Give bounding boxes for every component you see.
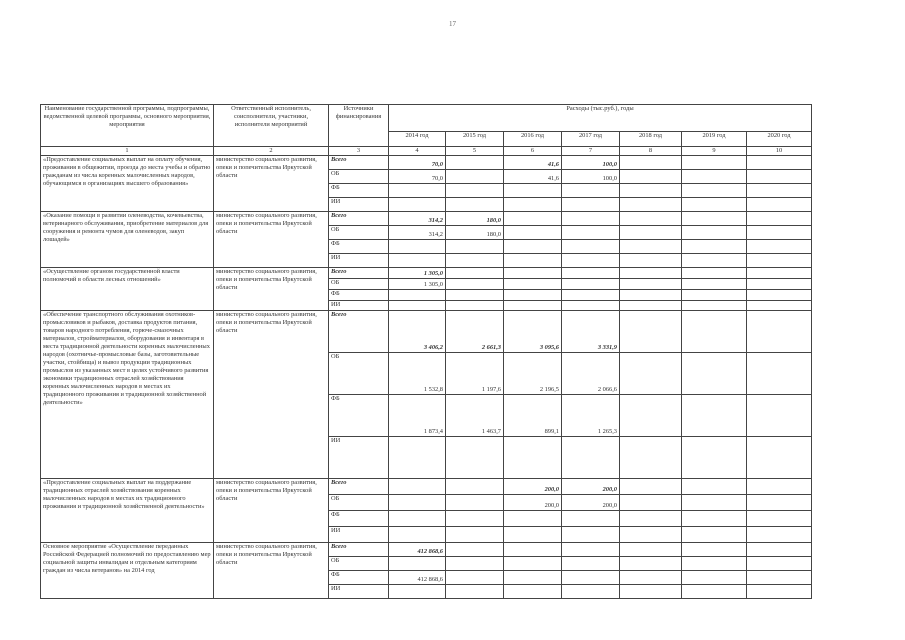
amount-cell: [504, 527, 562, 543]
amount-cell: [446, 198, 504, 212]
amount-cell: [620, 240, 682, 254]
amount-cell: [446, 170, 504, 184]
column-number: 7: [562, 147, 620, 156]
column-number: 2: [214, 147, 329, 156]
table-row: [41, 156, 812, 170]
amount-cell: [682, 279, 747, 290]
amount-cell: [682, 156, 747, 170]
header-year: 2020 год: [747, 132, 812, 147]
funding-source: ОБ: [329, 170, 389, 184]
amount-cell: 3 406,2: [389, 311, 446, 353]
amount-cell: 200,0: [504, 479, 562, 495]
amount-cell: [682, 585, 747, 599]
amount-cell: 2 661,3: [446, 311, 504, 353]
amount-cell: [446, 301, 504, 311]
amount-cell: [620, 543, 682, 557]
header-responsible: Ответственный исполнитель, соисполнители, участники, исполнители мероприятий: [214, 105, 329, 147]
amount-cell: [620, 571, 682, 585]
amount-cell: 899,1: [504, 395, 562, 437]
amount-cell: [620, 279, 682, 290]
amount-cell: [446, 585, 504, 599]
amount-cell: [562, 543, 620, 557]
amount-cell: [562, 585, 620, 599]
amount-cell: [682, 301, 747, 311]
amount-cell: [504, 290, 562, 301]
amount-cell: [620, 170, 682, 184]
amount-cell: [620, 311, 682, 353]
column-number: 6: [504, 147, 562, 156]
funding-source: ФБ: [329, 571, 389, 585]
amount-cell: [620, 353, 682, 395]
amount-cell: [747, 290, 812, 301]
amount-cell: [682, 311, 747, 353]
funding-source: ОБ: [329, 226, 389, 240]
table-row: [41, 543, 812, 557]
amount-cell: [682, 212, 747, 226]
amount-cell: [682, 557, 747, 571]
amount-cell: [562, 557, 620, 571]
amount-cell: [446, 495, 504, 511]
amount-cell: [747, 543, 812, 557]
amount-cell: [389, 290, 446, 301]
amount-cell: [747, 156, 812, 170]
amount-cell: [504, 240, 562, 254]
amount-cell: [562, 301, 620, 311]
amount-cell: [682, 395, 747, 437]
amount-cell: [747, 395, 812, 437]
amount-cell: 1 265,3: [562, 395, 620, 437]
amount-cell: [562, 198, 620, 212]
amount-cell: 200,0: [562, 495, 620, 511]
amount-cell: [389, 437, 446, 479]
amount-cell: 1 197,6: [446, 353, 504, 395]
amount-cell: 1 305,0: [389, 279, 446, 290]
column-number: 9: [682, 147, 747, 156]
amount-cell: [747, 479, 812, 495]
amount-cell: [446, 254, 504, 268]
amount-cell: [446, 511, 504, 527]
amount-cell: [562, 268, 620, 279]
amount-cell: [504, 511, 562, 527]
column-number: 4: [389, 147, 446, 156]
amount-cell: [747, 495, 812, 511]
amount-cell: [620, 268, 682, 279]
amount-cell: [682, 511, 747, 527]
column-number: 3: [329, 147, 389, 156]
amount-cell: 1 463,7: [446, 395, 504, 437]
funding-source: Всего: [329, 543, 389, 557]
amount-cell: [446, 479, 504, 495]
amount-cell: [562, 184, 620, 198]
table-row: [41, 212, 812, 226]
amount-cell: [562, 571, 620, 585]
amount-cell: [504, 585, 562, 599]
amount-cell: [682, 437, 747, 479]
amount-cell: [389, 301, 446, 311]
amount-cell: [682, 226, 747, 240]
amount-cell: [682, 353, 747, 395]
amount-cell: [562, 212, 620, 226]
funding-source: ИИ: [329, 437, 389, 479]
funding-source: ОБ: [329, 353, 389, 395]
page-number: 17: [449, 20, 456, 28]
amount-cell: [446, 557, 504, 571]
amount-cell: [682, 571, 747, 585]
amount-cell: 314,2: [389, 226, 446, 240]
amount-cell: [504, 301, 562, 311]
amount-cell: 412 868,6: [389, 543, 446, 557]
amount-cell: [620, 557, 682, 571]
funding-source: Всего: [329, 479, 389, 495]
amount-cell: [747, 184, 812, 198]
amount-cell: [389, 184, 446, 198]
header-expenses: Расходы (тыс.руб.), годы: [389, 105, 812, 132]
funding-source: Всего: [329, 156, 389, 170]
amount-cell: [389, 527, 446, 543]
column-number: 10: [747, 147, 812, 156]
amount-cell: 180,0: [446, 212, 504, 226]
amount-cell: 200,0: [504, 495, 562, 511]
amount-cell: 41,6: [504, 170, 562, 184]
header-source: Источники финансирования: [329, 105, 389, 147]
amount-cell: [620, 184, 682, 198]
amount-cell: [562, 527, 620, 543]
amount-cell: [562, 240, 620, 254]
funding-source: ФБ: [329, 290, 389, 301]
amount-cell: [682, 240, 747, 254]
amount-cell: [504, 268, 562, 279]
amount-cell: [620, 254, 682, 268]
amount-cell: [446, 156, 504, 170]
amount-cell: [389, 495, 446, 511]
amount-cell: [682, 543, 747, 557]
amount-cell: [747, 268, 812, 279]
column-number: 8: [620, 147, 682, 156]
header-year: 2017 год: [562, 132, 620, 147]
responsible-executor: министерство социального развития, опеки и попечительства Иркутской области: [214, 268, 329, 311]
amount-cell: [682, 268, 747, 279]
funding-source: ОБ: [329, 495, 389, 511]
funding-source: ОБ: [329, 279, 389, 290]
amount-cell: [504, 184, 562, 198]
amount-cell: [504, 279, 562, 290]
funding-source: ИИ: [329, 585, 389, 599]
amount-cell: 314,2: [389, 212, 446, 226]
amount-cell: [620, 212, 682, 226]
amount-cell: [747, 279, 812, 290]
amount-cell: [446, 290, 504, 301]
amount-cell: [562, 437, 620, 479]
amount-cell: 100,0: [562, 156, 620, 170]
responsible-executor: министерство социального развития, опеки и попечительства Иркутской области: [214, 311, 329, 479]
amount-cell: [389, 198, 446, 212]
amount-cell: [504, 543, 562, 557]
amount-cell: [389, 557, 446, 571]
amount-cell: 41,6: [504, 156, 562, 170]
activity-name: «Предоставление социальных выплат на поддержание традиционных отраслей хозяйствования коренных малочисленных народов в местах их традиционного проживания и традиционной хозяйственной деятельности»: [41, 479, 214, 543]
amount-cell: [620, 290, 682, 301]
amount-cell: [562, 279, 620, 290]
header-year: 2015 год: [446, 132, 504, 147]
amount-cell: [747, 511, 812, 527]
amount-cell: 1 532,8: [389, 353, 446, 395]
table-body: [41, 105, 812, 599]
activity-name: «Предоставление социальных выплат на оплату обучения, проживания в общежитии, проезда до места учебы и обратно гражданам из числа коренных малочисленных народов, обучающимся в организациях высшего образования»: [41, 156, 214, 212]
amount-cell: [504, 212, 562, 226]
amount-cell: [682, 254, 747, 268]
amount-cell: [620, 511, 682, 527]
amount-cell: [747, 198, 812, 212]
amount-cell: [446, 571, 504, 585]
amount-cell: [747, 170, 812, 184]
amount-cell: [682, 495, 747, 511]
amount-cell: [747, 527, 812, 543]
funding-source: ФБ: [329, 184, 389, 198]
amount-cell: [682, 198, 747, 212]
amount-cell: 1 305,0: [389, 268, 446, 279]
amount-cell: [620, 156, 682, 170]
amount-cell: [504, 437, 562, 479]
amount-cell: [446, 543, 504, 557]
budget-table: [40, 104, 812, 599]
activity-name: «Осуществление органом государственной власти полномочий в области лесных отношений»: [41, 268, 214, 311]
amount-cell: [620, 527, 682, 543]
amount-cell: [620, 226, 682, 240]
column-number: 1: [41, 147, 214, 156]
responsible-executor: министерство социального развития, опеки и попечительства Иркутской области: [214, 212, 329, 268]
amount-cell: [446, 527, 504, 543]
responsible-executor: министерство социального развития, опеки и попечительства Иркутской области: [214, 479, 329, 543]
amount-cell: [620, 585, 682, 599]
activity-name: Основное мероприятие «Осуществление переданных Российской Федерацией полномочий по предоставлению мер социальной защиты инвалидам и отдельным категориям граждан из числа ветеранов» на 2014 год: [41, 543, 214, 599]
amount-cell: [504, 198, 562, 212]
amount-cell: [682, 479, 747, 495]
amount-cell: [747, 254, 812, 268]
amount-cell: [620, 395, 682, 437]
amount-cell: [562, 226, 620, 240]
amount-cell: [504, 254, 562, 268]
amount-cell: [747, 353, 812, 395]
amount-cell: [747, 301, 812, 311]
amount-cell: [682, 527, 747, 543]
amount-cell: [620, 437, 682, 479]
amount-cell: [389, 254, 446, 268]
amount-cell: [389, 511, 446, 527]
amount-cell: 2 066,6: [562, 353, 620, 395]
amount-cell: [504, 557, 562, 571]
funding-source: ИИ: [329, 527, 389, 543]
funding-source: ФБ: [329, 511, 389, 527]
amount-cell: [620, 479, 682, 495]
header-year: 2019 год: [682, 132, 747, 147]
amount-cell: [682, 290, 747, 301]
amount-cell: 180,0: [446, 226, 504, 240]
amount-cell: [747, 212, 812, 226]
funding-source: Всего: [329, 212, 389, 226]
amount-cell: [747, 557, 812, 571]
amount-cell: [562, 254, 620, 268]
funding-source: Всего: [329, 268, 389, 279]
amount-cell: [446, 437, 504, 479]
funding-source: ИИ: [329, 198, 389, 212]
amount-cell: [389, 240, 446, 254]
funding-source: ИИ: [329, 254, 389, 268]
column-number: 5: [446, 147, 504, 156]
amount-cell: [389, 585, 446, 599]
amount-cell: [389, 479, 446, 495]
table-row: [41, 268, 812, 279]
activity-name: «Оказание помощи в развитии оленеводства, кочевьевства, ветеринарного обслуживания, приобретение материалов для сооружения и ремонта чумов для оленеводов, закуп лошадей»: [41, 212, 214, 268]
header-year: 2016 год: [504, 132, 562, 147]
amount-cell: 3 095,6: [504, 311, 562, 353]
responsible-executor: министерство социального развития, опеки и попечительства Иркутской области: [214, 156, 329, 212]
amount-cell: [446, 279, 504, 290]
amount-cell: [620, 495, 682, 511]
amount-cell: [446, 268, 504, 279]
funding-source: ИИ: [329, 301, 389, 311]
amount-cell: [446, 240, 504, 254]
amount-cell: 2 196,5: [504, 353, 562, 395]
amount-cell: 200,0: [562, 479, 620, 495]
amount-cell: 70,0: [389, 156, 446, 170]
amount-cell: 3 331,9: [562, 311, 620, 353]
header-year: 2018 год: [620, 132, 682, 147]
amount-cell: [620, 301, 682, 311]
amount-cell: 1 873,4: [389, 395, 446, 437]
funding-source: ФБ: [329, 240, 389, 254]
amount-cell: [620, 198, 682, 212]
amount-cell: 100,0: [562, 170, 620, 184]
amount-cell: [682, 170, 747, 184]
header-name: Наименование государственной программы, подпрограммы, ведомственной целевой программы, основного мероприятия, мероприятия: [41, 105, 214, 147]
table-row: [41, 479, 812, 495]
amount-cell: [747, 226, 812, 240]
amount-cell: [747, 437, 812, 479]
amount-cell: [747, 311, 812, 353]
responsible-executor: министерство социального развития, опеки и попечительства Иркутской области: [214, 543, 329, 599]
amount-cell: [747, 240, 812, 254]
amount-cell: [562, 511, 620, 527]
funding-source: ОБ: [329, 557, 389, 571]
amount-cell: 412 868,6: [389, 571, 446, 585]
amount-cell: [446, 184, 504, 198]
activity-name: «Обеспечение транспортного обслуживания охотников-промысловиков и рыбаков, доставка продуктов питания, товаров народного потребления, горюче-смазочных материалов, стройматериалов, оборудования и инвентаря в места традиционной деятельности коренных малочисленных народов (охотничье-промысловые базы, заготовительные участки, стойбища) и вывоз продукции традиционных промыслов из указанных мест в целях устойчивого развития экономики традиционных отраслей хозяйствования коренных малочисленных народов в местах их традиционного проживания и традиционной хозяйственной деятельности»: [41, 311, 214, 479]
amount-cell: [747, 571, 812, 585]
header-year: 2014 год: [389, 132, 446, 147]
amount-cell: 70,0: [389, 170, 446, 184]
amount-cell: [682, 184, 747, 198]
amount-cell: [747, 585, 812, 599]
funding-source: ФБ: [329, 395, 389, 437]
amount-cell: [504, 226, 562, 240]
amount-cell: [562, 290, 620, 301]
table-row: [41, 311, 812, 353]
funding-source: Всего: [329, 311, 389, 353]
amount-cell: [504, 571, 562, 585]
